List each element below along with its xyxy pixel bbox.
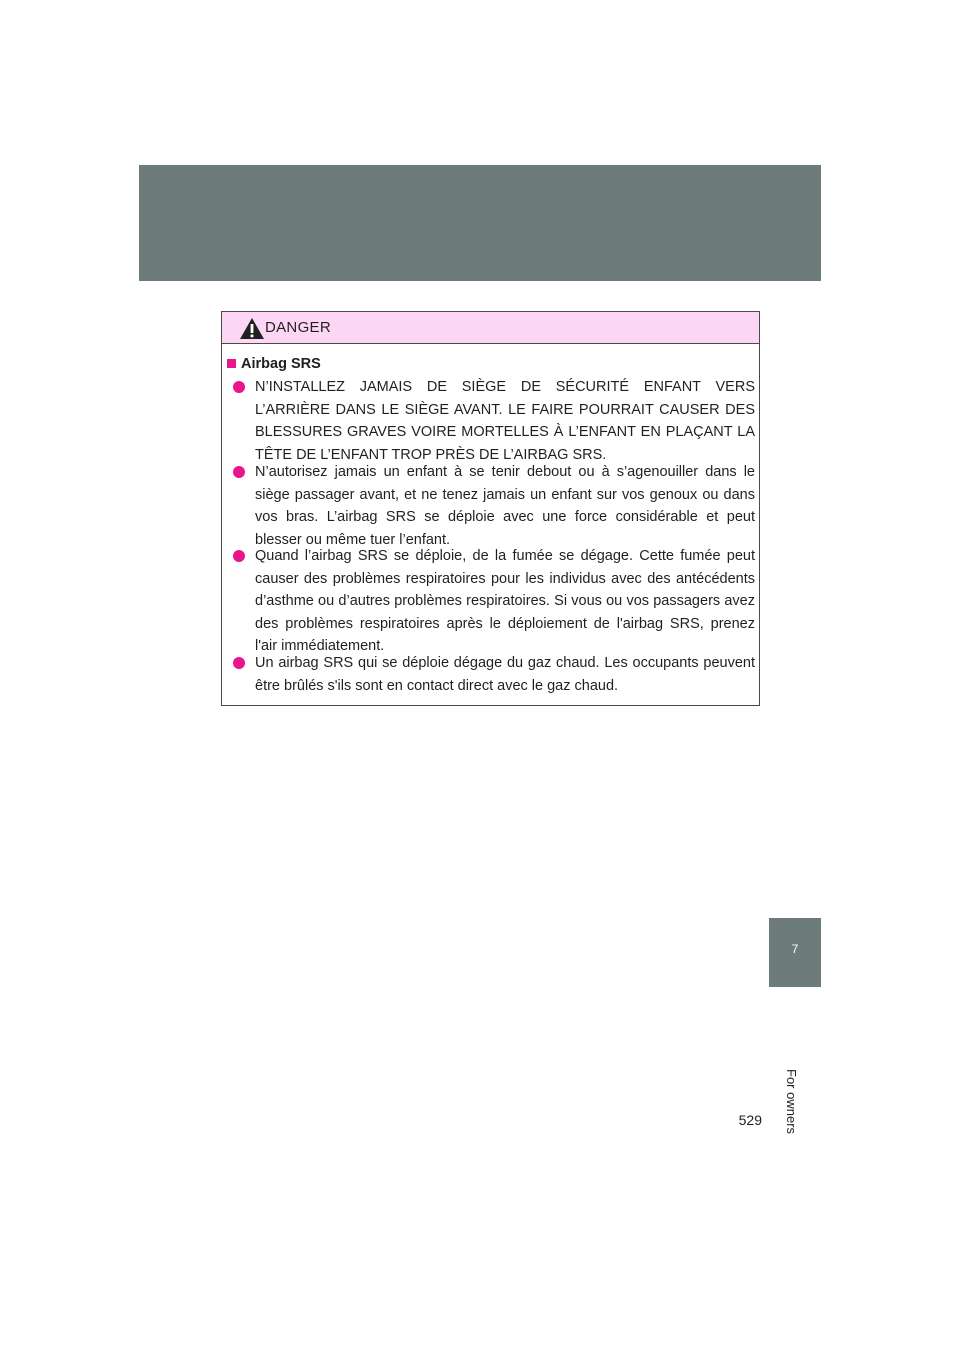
- page-number: 529: [738, 1112, 762, 1128]
- section-title: [227, 356, 321, 372]
- chapter-header-band: [139, 165, 821, 281]
- section-title-text: Airbag SRS: [241, 356, 321, 372]
- chapter-number: 7: [791, 942, 799, 956]
- square-bullet-icon: [227, 359, 236, 368]
- list-item: [255, 652, 755, 697]
- list-item-text: Un airbag SRS qui se déploie dégage du gaz chaud. Les occupants peuvent être brûlés s'ils sont en contact direct avec le gaz chaud.: [255, 655, 755, 694]
- warning-triangle-icon: [239, 317, 265, 340]
- list-item: [255, 376, 755, 466]
- bullet-dot-icon: [233, 657, 245, 669]
- bullet-dot-icon: [233, 550, 245, 562]
- list-item-text: N’INSTALLEZ JAMAIS DE SIÈGE DE SÉCURITÉ ENFANT VERS L’ARRIÈRE DANS LE SIÈGE AVANT. LE FAIRE POURRAIT CAUSER DES BLESSURES GRAVES VOIRE MORTELLES À L’ENFANT EN PLAÇANT LA TÊTE DE L’ENFANT TROP PRÈS DE L’AIRBAG SRS.: [255, 379, 755, 463]
- bullet-dot-icon: [233, 466, 245, 478]
- chapter-label: For owners: [784, 1069, 799, 1135]
- danger-box: [221, 311, 760, 706]
- danger-label: DANGER: [265, 319, 331, 336]
- list-item: [255, 461, 755, 551]
- list-item: [255, 545, 755, 658]
- bullet-dot-icon: [233, 381, 245, 393]
- list-item-text: N’autorisez jamais un enfant à se tenir debout ou à s’agenouiller dans le siège passager avant, et ne tenez jamais un enfant sur vos genoux ou dans vos bras. L’airbag SRS se déploie avec une force considérable et peut blesser ou même tuer l’enfant.: [255, 464, 755, 548]
- list-item-text: Quand l’airbag SRS se déploie, de la fumée se dégage. Cette fumée peut causer des problèmes respiratoires pour les individus avec des antécédents d’asthme ou d’autres problèmes respiratoires. Si vous ou vos passagers avez des problèmes respiratoires après le déploiement de l'airbag SRS, prenez l'air immédiatement.: [255, 548, 755, 655]
- danger-header: [222, 312, 759, 344]
- chapter-tab: [769, 918, 821, 987]
